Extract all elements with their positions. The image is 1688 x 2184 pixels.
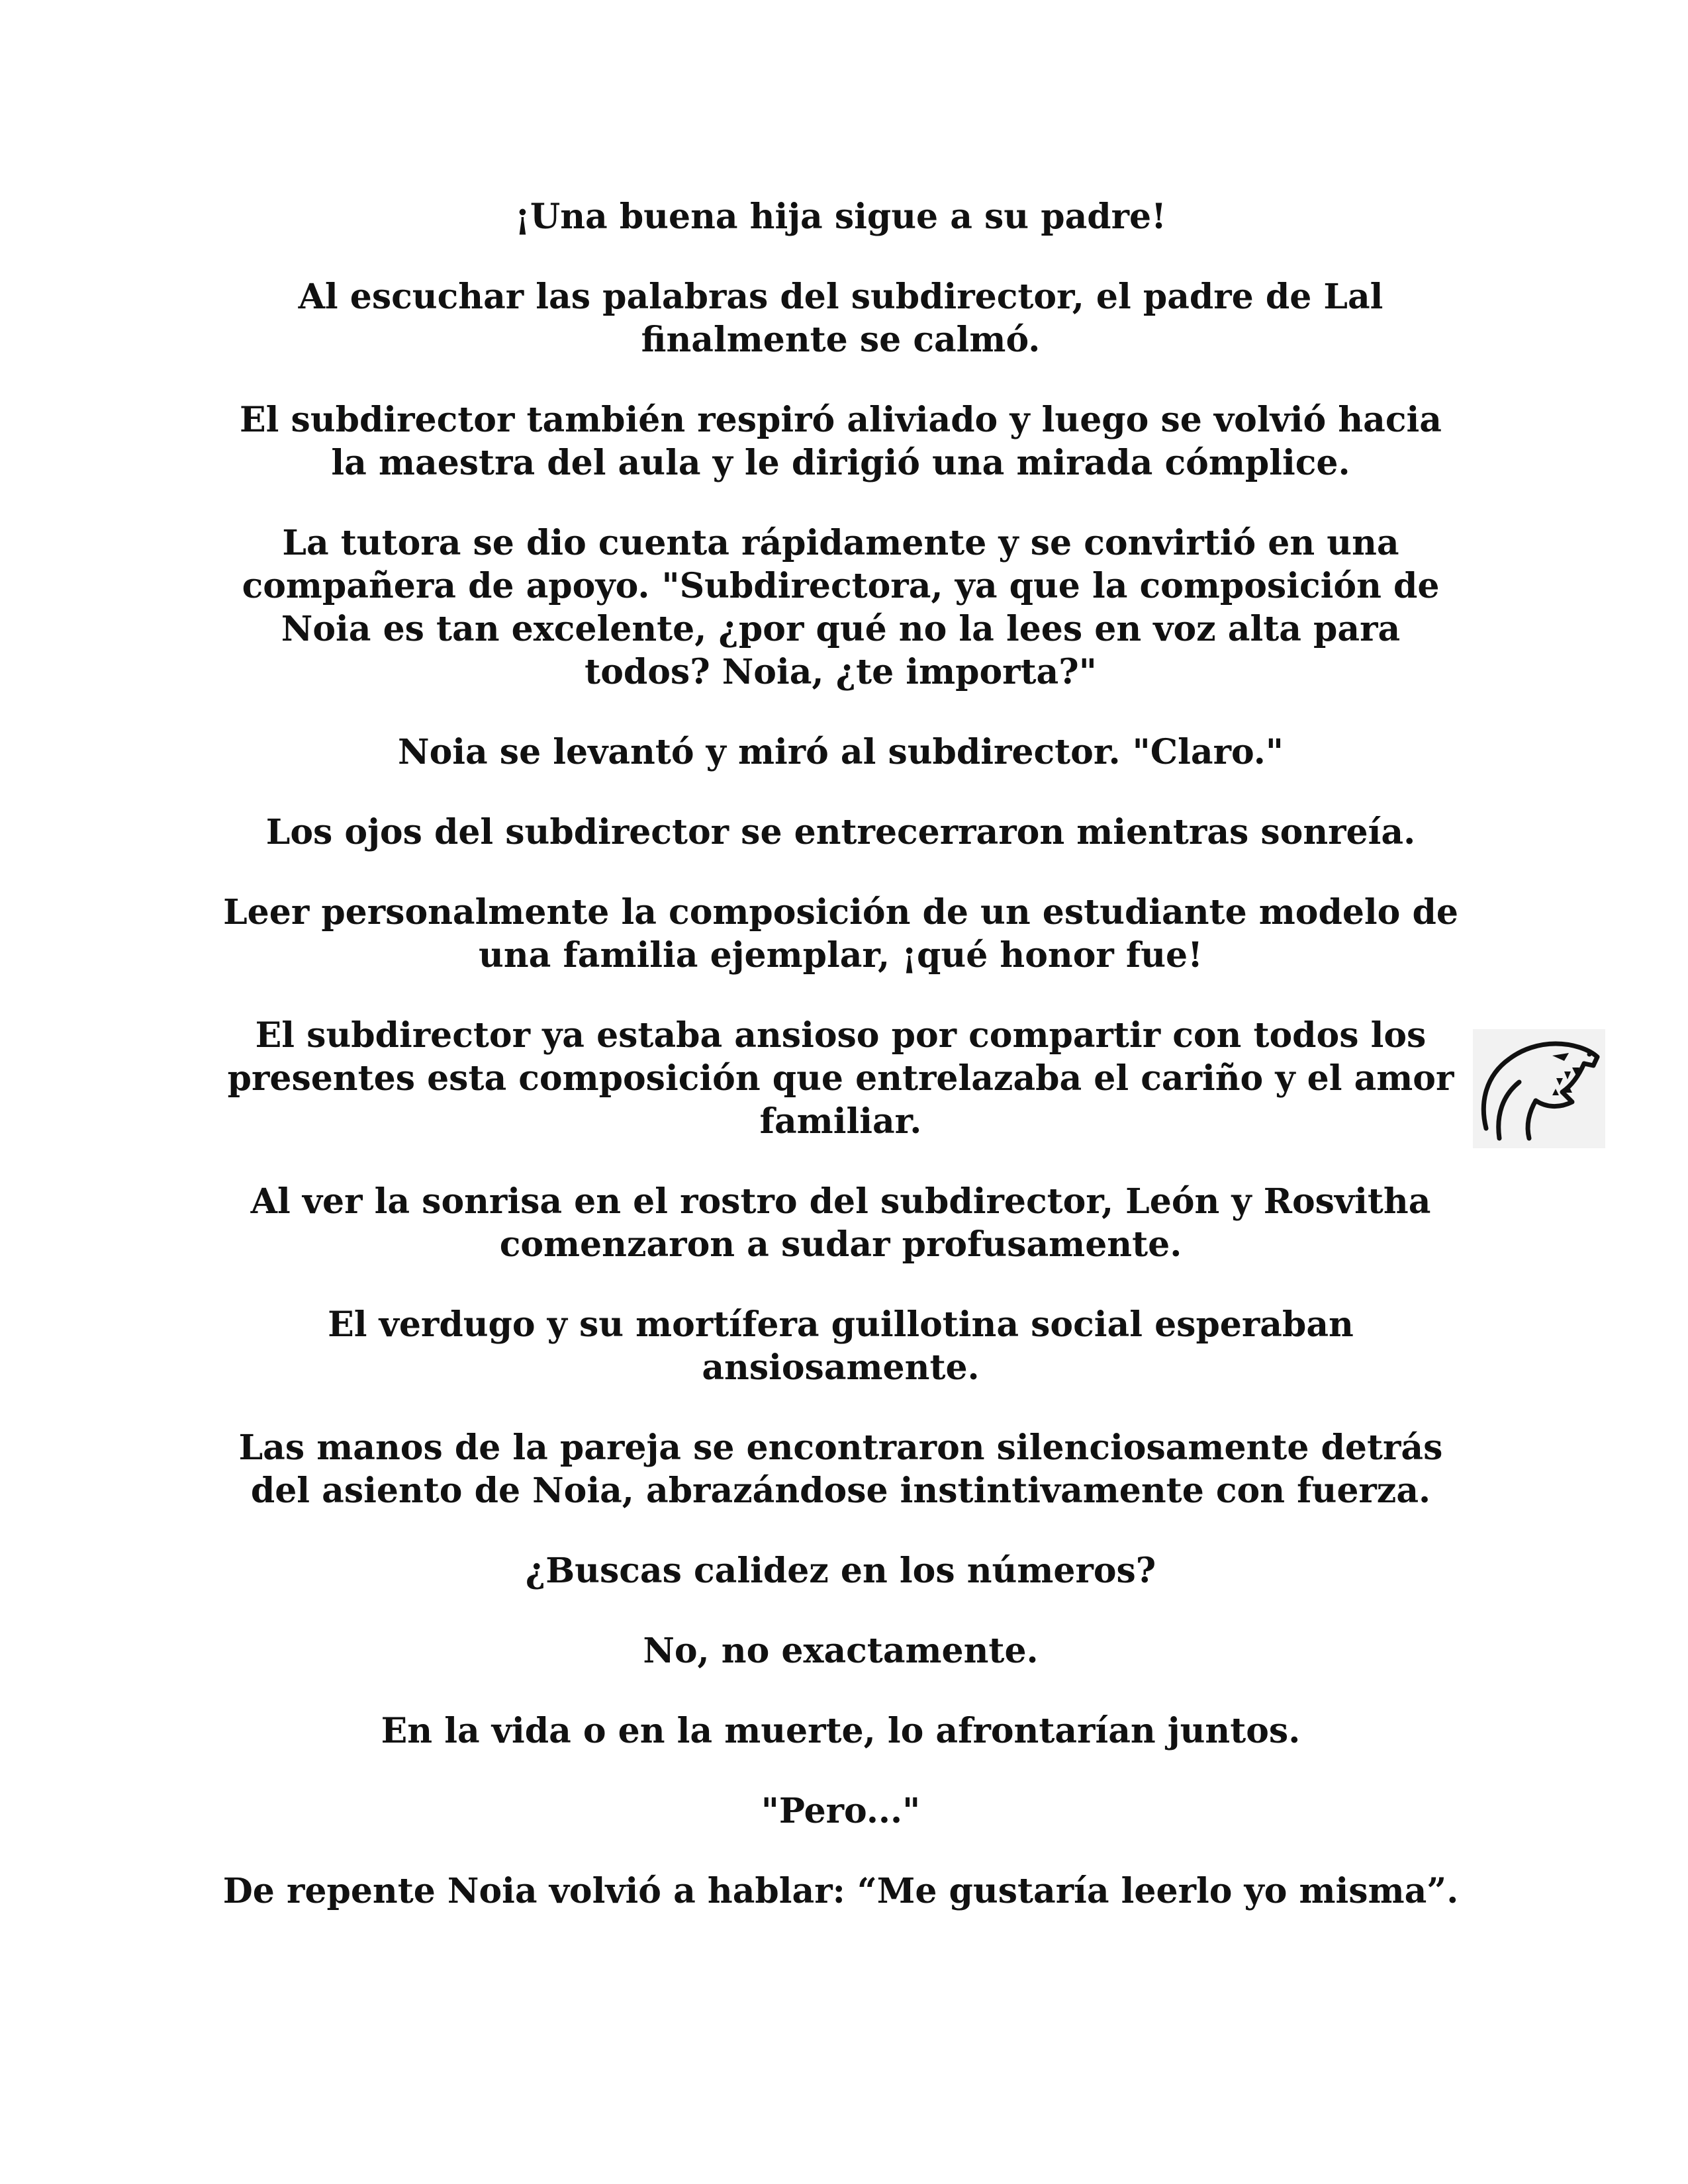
paragraph: Leer personalmente la composición de un estudiante modelo de una familia ejemplar, ¡qué honor fue! [223,892,1458,976]
paragraph: El subdirector también respiró aliviado y luego se volvió hacia la maestra del aula y le dirigió una mirada cómplice. [240,400,1442,483]
paragraph: Al ver la sonrisa en el rostro del subdirector, León y Rosvitha comenzaron a sudar profusamente. [250,1181,1431,1265]
paragraph: El verdugo y su mortífera guillotina social esperaban ansiosamente. [328,1304,1354,1388]
paragraph: Los ojos del subdirector se entrecerraron mientras sonreía. [265,812,1416,852]
document-body [218,195,1463,1950]
paragraph: Al escuchar las palabras del subdirector, el padre de Lal finalmente se calmó. [298,277,1383,360]
paragraph: ¿Buscas calidez en los números? [525,1551,1156,1591]
paragraph: De repente Noia volvió a hablar: “Me gustaría leerlo yo misma”. [222,1871,1459,1911]
dinosaur-head-icon [1473,1029,1605,1148]
paragraph: Noia se levantó y miró al subdirector. "Claro." [398,732,1284,772]
paragraph: No, no exactamente. [643,1631,1039,1671]
paragraph: "Pero..." [761,1791,921,1831]
paragraph: La tutora se dio cuenta rápidamente y se convirtió en una compañera de apoyo. "Subdirectora, ya que la composición de Noia es tan excelente, ¿por qué no la lees en voz alta para todos? Noia, ¿te importa?" [242,523,1440,692]
paragraph: Las manos de la pareja se encontraron silenciosamente detrás del asiento de Noia, abrazándose instintivamente con fuerza. [238,1428,1443,1511]
paragraph: El subdirector ya estaba ansioso por compartir con todos los presentes esta composición que entrelazaba el cariño y el amor familiar. [227,1015,1454,1142]
paragraph: ¡Una buena hija sigue a su padre! [515,197,1166,237]
paragraph: En la vida o en la muerte, lo afrontarían juntos. [381,1711,1301,1751]
